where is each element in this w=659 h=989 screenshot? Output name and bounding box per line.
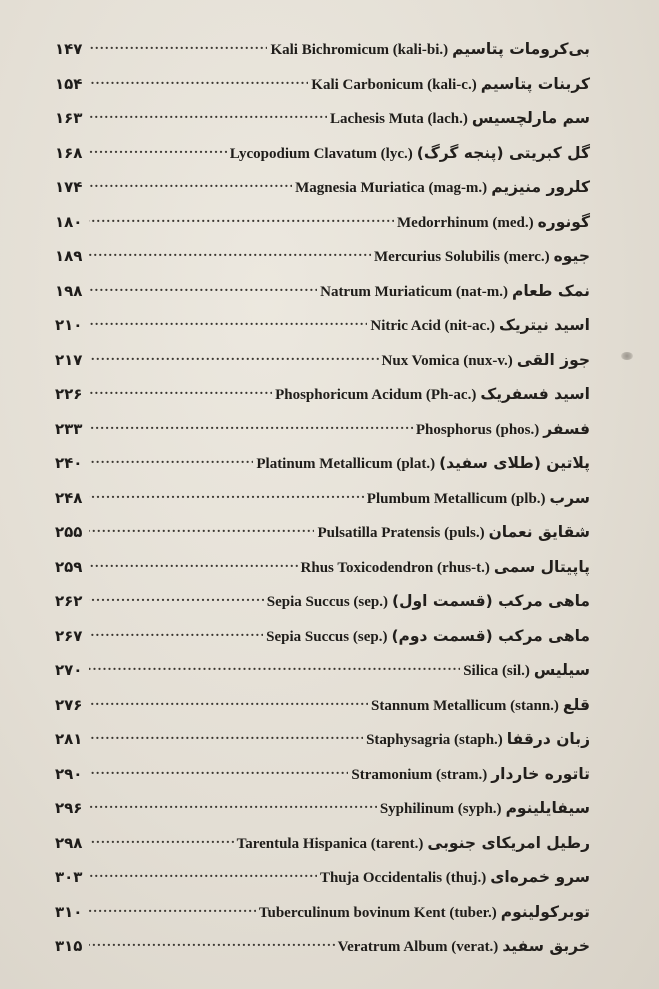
entry-page-number: ۱۶۸ xyxy=(55,143,83,162)
dot-leader xyxy=(89,935,335,951)
dot-leader xyxy=(89,211,394,227)
dot-leader xyxy=(89,487,364,503)
entry-page-number: ۱۵۴ xyxy=(55,74,83,93)
dot-leader xyxy=(89,418,413,434)
entry-page-number: ۱۸۹ xyxy=(55,247,83,265)
entry-persian-name: توبرکولینوم xyxy=(500,902,590,921)
entry-page-number: ۱۹۸ xyxy=(55,281,83,300)
entry-latin-name: Mercurius Solubilis (merc.) xyxy=(373,249,550,265)
entry-persian-name: گل کبریتی (پنجه گرگ) xyxy=(416,143,590,162)
dot-leader xyxy=(89,142,227,158)
entry-page-number: ۲۴۰ xyxy=(55,454,83,472)
dot-leader xyxy=(89,38,267,54)
dot-leader xyxy=(89,314,367,330)
entry-page-number: ۱۴۷ xyxy=(55,40,83,58)
dot-leader xyxy=(89,556,298,572)
entry-persian-name: اسید نیتریک xyxy=(498,316,590,334)
dot-leader xyxy=(89,659,460,675)
entry-latin-name: Platinum Metallicum (plat.) xyxy=(256,456,436,472)
entry-page-number: ۲۶۲ xyxy=(55,592,83,610)
entry-latin-name: Pulsatilla Pratensis (puls.) xyxy=(317,525,485,541)
dot-leader xyxy=(89,245,371,261)
toc-entry xyxy=(55,590,590,625)
toc-entry xyxy=(55,280,590,315)
dot-leader xyxy=(89,521,314,537)
entry-persian-name: سیلیس xyxy=(533,661,590,679)
entry-latin-name: Kali Bichromicum (kali-bi.) xyxy=(270,42,449,58)
entry-latin-name: Kali Carbonicum (kali-c.) xyxy=(311,76,477,93)
entry-latin-name: Plumbum Metallicum (plb.) xyxy=(366,490,546,507)
dot-leader xyxy=(89,694,368,710)
entry-persian-name: پلاتین (طلای سفید) xyxy=(439,454,590,472)
dot-leader xyxy=(89,280,317,296)
entry-page-number: ۱۷۴ xyxy=(55,178,83,196)
entry-latin-name: Nux Vomica (nux-v.) xyxy=(381,352,513,369)
entry-page-number: ۳۰۳ xyxy=(55,868,83,886)
entry-persian-name: کلرور منیزیم xyxy=(491,178,590,196)
entry-page-number: ۲۷۶ xyxy=(55,695,83,714)
entry-persian-name: گونوره xyxy=(537,212,590,231)
dot-leader xyxy=(89,383,272,399)
entry-latin-name: Tarentula Hispanica (tarent.) xyxy=(236,835,424,852)
toc-entry xyxy=(55,625,590,660)
toc-entry xyxy=(55,832,590,867)
entry-latin-name: Magnesia Muriatica (mag-m.) xyxy=(295,180,488,196)
entry-persian-name: سم مارلچسیس xyxy=(471,109,590,127)
entry-page-number: ۱۶۳ xyxy=(55,109,83,127)
entry-latin-name: Phosphoricum Acidum (Ph-ac.) xyxy=(275,387,477,403)
dot-leader xyxy=(89,728,363,744)
dot-leader xyxy=(89,625,263,641)
entry-page-number: ۲۱۷ xyxy=(55,350,83,369)
entry-persian-name: اسید فسفریک xyxy=(480,385,590,403)
dot-leader xyxy=(89,73,308,89)
toc-entry xyxy=(55,866,590,901)
toc-entry xyxy=(55,211,590,246)
entry-persian-name: قلع xyxy=(562,695,590,714)
entry-latin-name: Syphilinum (syph.) xyxy=(379,801,502,817)
entry-latin-name: Lachesis Muta (lach.) xyxy=(329,111,468,127)
entry-page-number: ۳۱۰ xyxy=(55,902,83,921)
toc-entry xyxy=(55,487,590,522)
entry-latin-name: Tuberculinum bovinum Kent (tuber.) xyxy=(258,904,497,921)
entry-page-number: ۲۹۰ xyxy=(55,764,83,783)
toc-entry xyxy=(55,107,590,142)
entry-persian-name: بی‌کرومات پتاسیم xyxy=(452,40,590,58)
entry-latin-name: Rhus Toxicodendron (rhus-t.) xyxy=(300,559,490,576)
entry-persian-name: ماهی مرکب (قسمت اول) xyxy=(392,592,590,610)
toc-entry xyxy=(55,763,590,798)
toc-entry xyxy=(55,797,590,832)
entry-page-number: ۲۲۶ xyxy=(55,385,83,403)
entry-persian-name: زبان درقفا xyxy=(506,730,590,748)
entry-latin-name: Silica (sil.) xyxy=(463,663,530,679)
entry-page-number: ۲۹۸ xyxy=(55,833,83,852)
entry-latin-name: Nitric Acid (nit-ac.) xyxy=(370,318,495,334)
entry-persian-name: سرو خمره‌ای xyxy=(490,868,590,886)
entry-page-number: ۲۹۶ xyxy=(55,799,83,817)
toc-entry xyxy=(55,349,590,384)
entry-persian-name: تاتوره خاردار xyxy=(491,764,590,783)
table-of-contents xyxy=(55,38,590,970)
dot-leader xyxy=(89,349,379,365)
entry-persian-name: جیوه xyxy=(553,247,590,265)
toc-entry xyxy=(55,901,590,936)
toc-entry xyxy=(55,935,590,970)
entry-latin-name: Thuja Occidentalis (thuj.) xyxy=(319,870,487,886)
entry-latin-name: Phosphorus (phos.) xyxy=(415,421,540,438)
dot-leader xyxy=(89,901,256,917)
entry-persian-name: نمک طعام xyxy=(511,281,590,300)
entry-persian-name: شقایق نعمان xyxy=(488,523,590,541)
entry-page-number: ۲۶۷ xyxy=(55,626,83,645)
entry-latin-name: Sepia Succus (sep.) xyxy=(266,594,389,610)
toc-entry xyxy=(55,452,590,487)
entry-latin-name: Lycopodium Clavatum (lyc.) xyxy=(229,145,413,162)
dot-leader xyxy=(89,797,377,813)
toc-entry xyxy=(55,314,590,349)
dot-leader xyxy=(89,107,327,123)
dot-leader xyxy=(89,590,264,606)
entry-latin-name: Stramonium (stram.) xyxy=(351,766,488,783)
toc-entry xyxy=(55,521,590,556)
entry-page-number: ۱۸۰ xyxy=(55,212,83,231)
toc-entry xyxy=(55,142,590,177)
toc-entry xyxy=(55,556,590,591)
page-smudge xyxy=(621,352,633,360)
entry-latin-name: Veratrum Album (verat.) xyxy=(337,939,499,955)
toc-entry xyxy=(55,176,590,211)
toc-entry xyxy=(55,728,590,763)
entry-latin-name: Stannum Metallicum (stann.) xyxy=(370,697,559,714)
entry-page-number: ۲۵۵ xyxy=(55,523,83,541)
toc-entry xyxy=(55,73,590,108)
entry-latin-name: Medorrhinum (med.) xyxy=(397,214,534,231)
toc-entry xyxy=(55,383,590,418)
toc-entry xyxy=(55,659,590,694)
entry-page-number: ۲۳۳ xyxy=(55,419,83,438)
entry-persian-name: کربنات پتاسیم xyxy=(480,74,590,93)
entry-latin-name: Staphysagria (staph.) xyxy=(366,732,503,748)
entry-persian-name: ماهی مرکب (قسمت دوم) xyxy=(391,626,590,645)
dot-leader xyxy=(89,866,317,882)
entry-persian-name: سرب xyxy=(549,488,590,507)
entry-page-number: ۳۱۵ xyxy=(55,937,83,955)
toc-entry xyxy=(55,694,590,729)
entry-persian-name: خربق سفید xyxy=(502,937,590,955)
dot-leader xyxy=(89,176,292,192)
entry-page-number: ۲۵۹ xyxy=(55,557,83,576)
entry-persian-name: فسفر xyxy=(543,419,590,438)
entry-page-number: ۲۷۰ xyxy=(55,661,83,679)
entry-persian-name: پاپیتال سمی xyxy=(493,557,590,576)
entry-page-number: ۲۸۱ xyxy=(55,730,83,748)
dot-leader xyxy=(89,452,253,468)
entry-page-number: ۲۱۰ xyxy=(55,316,83,334)
entry-latin-name: Sepia Succus (sep.) xyxy=(266,628,388,645)
entry-persian-name: سیفایلینوم xyxy=(505,799,590,817)
toc-entry xyxy=(55,38,590,73)
toc-entry xyxy=(55,418,590,453)
dot-leader xyxy=(89,763,348,779)
entry-latin-name: Natrum Muriaticum (nat-m.) xyxy=(320,283,508,300)
entry-persian-name: جوز القی xyxy=(516,350,590,369)
dot-leader xyxy=(89,832,234,848)
entry-page-number: ۲۴۸ xyxy=(55,488,83,507)
toc-entry xyxy=(55,245,590,280)
entry-persian-name: رطیل امریکای جنوبی xyxy=(427,833,590,852)
